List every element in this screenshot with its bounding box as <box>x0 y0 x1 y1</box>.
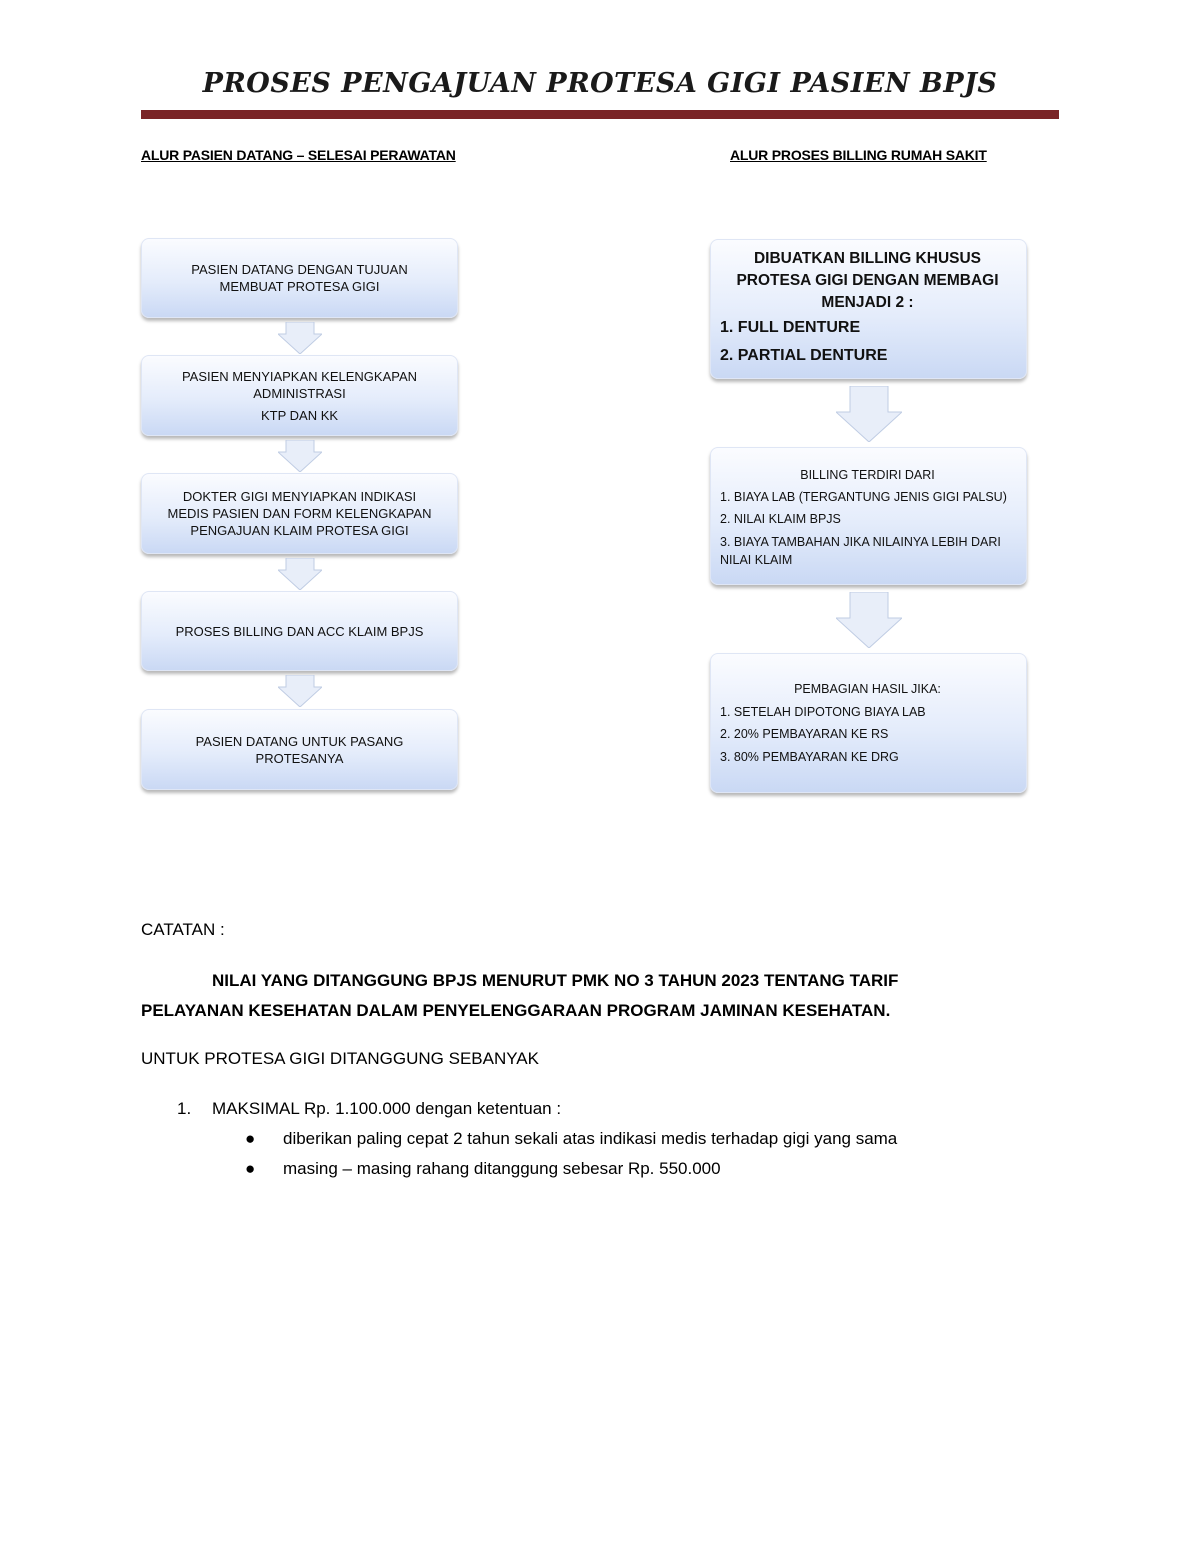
bullet-icon: ● <box>245 1159 256 1178</box>
billing-heading: PEMBAGIAN HASIL JIKA: <box>794 682 941 696</box>
billing-item: 2. 20% PEMBAYARAN KE RS <box>720 727 889 741</box>
down-arrow-icon <box>278 675 322 707</box>
notes-label: CATATAN : <box>141 920 225 939</box>
billing-heading: DIBUATKAN BILLING KHUSUS <box>753 250 982 267</box>
step-text: MEDIS PASIEN DAN FORM KELENGKAPAN <box>167 506 432 521</box>
notes-bold-line: NILAI YANG DITANGGUNG BPJS MENURUT PMK NO 3 TAHUN 2023 TENTANG TARIF <box>212 971 899 990</box>
title-divider <box>141 110 1059 119</box>
step-text: PENGAJUAN KLAIM PROTESA GIGI <box>190 523 409 538</box>
billing-item: NILAI KLAIM <box>720 552 793 567</box>
down-arrow-icon <box>278 558 322 590</box>
bullet-text: masing – masing rahang ditanggung sebesar Rp. 550.000 <box>283 1159 721 1178</box>
bullet-text: diberikan paling cepat 2 tahun sekali atas indikasi medis terhadap gigi yang sama <box>283 1129 898 1148</box>
step-text: PROTESANYA <box>255 750 344 766</box>
billing-item: 1. FULL DENTURE <box>720 319 861 336</box>
billing-item: 2. PARTIAL DENTURE <box>720 347 888 364</box>
left-step-3 <box>141 473 458 554</box>
left-step-2 <box>141 355 458 436</box>
list-number: 1. <box>177 1099 192 1118</box>
left-step-1 <box>141 238 458 318</box>
billing-item: 3. 80% PEMBAYARAN KE DRG <box>720 749 899 764</box>
billing-item: 2. NILAI KLAIM BPJS <box>720 511 841 526</box>
notes-intro: UNTUK PROTESA GIGI DITANGGUNG SEBANYAK <box>141 1049 539 1068</box>
billing-box-3 <box>710 653 1027 793</box>
billing-item: 3. BIAYA TAMBAHAN JIKA NILAINYA LEBIH DARI <box>720 534 1001 549</box>
billing-box-1 <box>710 239 1027 379</box>
document-title: PROSES PENGAJUAN PROTESA GIGI PASIEN BPJS <box>202 68 998 99</box>
bullet-icon: ● <box>245 1129 256 1148</box>
left-step-5 <box>141 709 458 790</box>
step-text: PASIEN DATANG UNTUK PASANG <box>195 733 404 749</box>
step-text: MEMBUAT PROTESA GIGI <box>219 279 380 294</box>
billing-box-2 <box>710 447 1027 585</box>
step-text: ADMINISTRASI <box>253 385 346 401</box>
down-arrow-icon <box>278 322 322 354</box>
left-step-4 <box>141 591 458 671</box>
notes-bold-line: PELAYANAN KESEHATAN DALAM PENYELENGGARAAN PROGRAM JAMINAN KESEHATAN. <box>141 1001 891 1020</box>
billing-heading: MENJADI 2 : <box>821 294 914 311</box>
billing-item: 1. SETELAH DIPOTONG BIAYA LAB <box>720 704 926 719</box>
list-item-text: MAKSIMAL Rp. 1.100.000 dengan ketentuan : <box>212 1099 562 1118</box>
step-text: KTP DAN KK <box>260 407 339 423</box>
step-text: PASIEN DATANG DENGAN TUJUAN <box>191 262 408 277</box>
billing-heading: BILLING TERDIRI DARI <box>800 467 935 482</box>
billing-heading: PROTESA GIGI DENGAN MEMBAGI <box>736 272 999 289</box>
down-arrow-icon <box>836 592 902 648</box>
billing-item: 1. BIAYA LAB (TERGANTUNG JENIS GIGI PALSU) <box>720 489 1007 504</box>
right-flow-heading: ALUR PROSES BILLING RUMAH SAKIT <box>730 147 987 163</box>
step-text: DOKTER GIGI MENYIAPKAN INDIKASI <box>182 489 417 504</box>
down-arrow-icon <box>836 386 902 442</box>
step-text: PROSES BILLING DAN ACC KLAIM BPJS <box>175 623 424 639</box>
notes-section <box>141 920 1061 1200</box>
left-flow-heading: ALUR PASIEN DATANG – SELESAI PERAWATAN <box>141 147 456 163</box>
step-text: PASIEN MENYIAPKAN KELENGKAPAN <box>181 368 418 384</box>
down-arrow-icon <box>278 440 322 472</box>
